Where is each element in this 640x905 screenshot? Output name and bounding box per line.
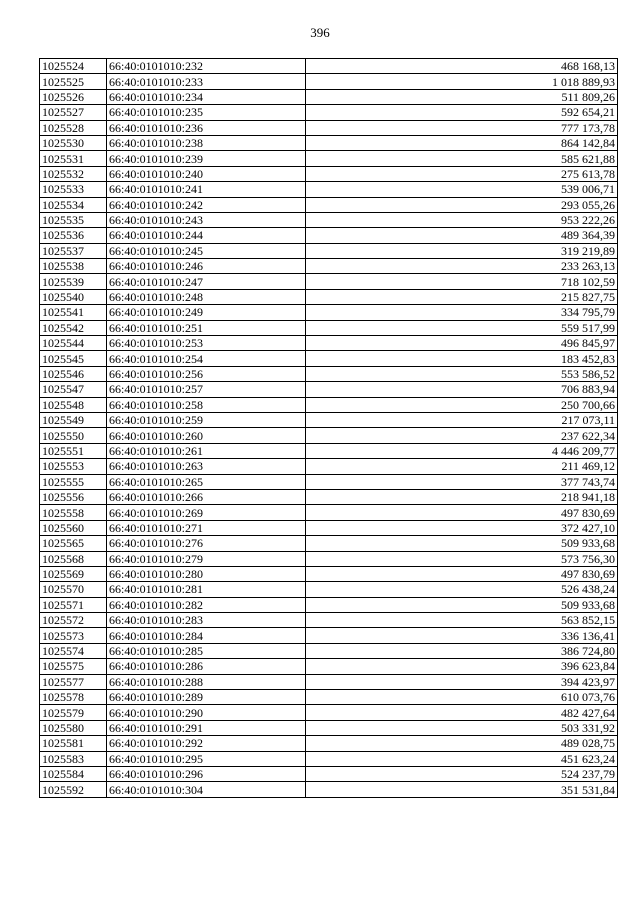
- row-id-cell: 1025528: [40, 120, 107, 135]
- cadastral-value-cell: 610 073,76: [306, 690, 618, 705]
- cadastral-value-cell: 563 852,15: [306, 613, 618, 628]
- table-row: [40, 505, 618, 520]
- table-row: [40, 551, 618, 566]
- table-row: [40, 228, 618, 243]
- cadastral-value-cell: 351 531,84: [306, 782, 618, 797]
- cadastral-value-cell: 497 830,69: [306, 566, 618, 581]
- table-row: [40, 366, 618, 381]
- row-id-cell: 1025565: [40, 536, 107, 551]
- cadastral-number-cell: 66:40:0101010:260: [107, 428, 306, 443]
- table-row: [40, 720, 618, 735]
- cadastral-value-cell: 183 452,83: [306, 351, 618, 366]
- cadastral-value-cell: 451 623,24: [306, 751, 618, 766]
- cadastral-number-cell: 66:40:0101010:283: [107, 613, 306, 628]
- cadastral-value-cell: 559 517,99: [306, 320, 618, 335]
- cadastral-value-cell: 953 222,26: [306, 212, 618, 227]
- cadastral-number-cell: 66:40:0101010:292: [107, 736, 306, 751]
- table-row: [40, 751, 618, 766]
- table-row: [40, 243, 618, 258]
- row-id-cell: 1025560: [40, 520, 107, 535]
- row-id-cell: 1025538: [40, 259, 107, 274]
- row-id-cell: 1025526: [40, 89, 107, 104]
- table-row: [40, 305, 618, 320]
- row-id-cell: 1025534: [40, 197, 107, 212]
- row-id-cell: 1025540: [40, 289, 107, 304]
- cadastral-number-cell: 66:40:0101010:289: [107, 690, 306, 705]
- cadastral-value-cell: 489 028,75: [306, 736, 618, 751]
- table-row: [40, 382, 618, 397]
- cadastral-number-cell: 66:40:0101010:256: [107, 366, 306, 381]
- cadastral-number-cell: 66:40:0101010:238: [107, 135, 306, 150]
- table-row: [40, 643, 618, 658]
- table-row: [40, 105, 618, 120]
- table-body: [40, 59, 618, 798]
- cadastral-number-cell: 66:40:0101010:254: [107, 351, 306, 366]
- cadastral-value-cell: 509 933,68: [306, 536, 618, 551]
- table-row: [40, 89, 618, 104]
- row-id-cell: 1025584: [40, 766, 107, 781]
- table-row: [40, 628, 618, 643]
- table-row: [40, 135, 618, 150]
- cadastral-value-cell: 509 933,68: [306, 597, 618, 612]
- row-id-cell: 1025545: [40, 351, 107, 366]
- cadastral-value-cell: 585 621,88: [306, 151, 618, 166]
- row-id-cell: 1025569: [40, 566, 107, 581]
- row-id-cell: 1025570: [40, 582, 107, 597]
- table-row: [40, 597, 618, 612]
- table-row: [40, 536, 618, 551]
- row-id-cell: 1025544: [40, 336, 107, 351]
- row-id-cell: 1025583: [40, 751, 107, 766]
- table-row: [40, 766, 618, 781]
- cadastral-value-cell: 718 102,59: [306, 274, 618, 289]
- cadastral-number-cell: 66:40:0101010:240: [107, 166, 306, 181]
- cadastral-number-cell: 66:40:0101010:286: [107, 659, 306, 674]
- row-id-cell: 1025539: [40, 274, 107, 289]
- cadastral-number-cell: 66:40:0101010:243: [107, 212, 306, 227]
- cadastral-number-cell: 66:40:0101010:266: [107, 489, 306, 504]
- table-row: [40, 151, 618, 166]
- cadastral-value-cell: 526 438,24: [306, 582, 618, 597]
- cadastral-number-cell: 66:40:0101010:280: [107, 566, 306, 581]
- table-row: [40, 74, 618, 89]
- cadastral-value-cell: 864 142,84: [306, 135, 618, 150]
- table-row: [40, 166, 618, 181]
- row-id-cell: 1025542: [40, 320, 107, 335]
- table-row: [40, 566, 618, 581]
- cadastral-value-cell: 293 055,26: [306, 197, 618, 212]
- row-id-cell: 1025573: [40, 628, 107, 643]
- row-id-cell: 1025551: [40, 443, 107, 458]
- cadastral-number-cell: 66:40:0101010:271: [107, 520, 306, 535]
- cadastral-number-cell: 66:40:0101010:261: [107, 443, 306, 458]
- cadastral-number-cell: 66:40:0101010:304: [107, 782, 306, 797]
- table-row: [40, 120, 618, 135]
- cadastral-number-cell: 66:40:0101010:247: [107, 274, 306, 289]
- cadastral-value-cell: 497 830,69: [306, 505, 618, 520]
- cadastral-value-cell: 233 263,13: [306, 259, 618, 274]
- cadastral-value-cell: 237 622,34: [306, 428, 618, 443]
- row-id-cell: 1025592: [40, 782, 107, 797]
- cadastral-number-cell: 66:40:0101010:269: [107, 505, 306, 520]
- cadastral-number-cell: 66:40:0101010:285: [107, 643, 306, 658]
- cadastral-number-cell: 66:40:0101010:290: [107, 705, 306, 720]
- table-row: [40, 197, 618, 212]
- cadastral-value-cell: 372 427,10: [306, 520, 618, 535]
- row-id-cell: 1025548: [40, 397, 107, 412]
- cadastral-number-cell: 66:40:0101010:249: [107, 305, 306, 320]
- cadastral-number-cell: 66:40:0101010:276: [107, 536, 306, 551]
- row-id-cell: 1025532: [40, 166, 107, 181]
- cadastral-number-cell: 66:40:0101010:279: [107, 551, 306, 566]
- cadastral-value-cell: 1 018 889,93: [306, 74, 618, 89]
- cadastral-value-cell: 511 809,26: [306, 89, 618, 104]
- row-id-cell: 1025527: [40, 105, 107, 120]
- cadastral-number-cell: 66:40:0101010:265: [107, 474, 306, 489]
- cadastral-value-cell: 553 586,52: [306, 366, 618, 381]
- row-id-cell: 1025568: [40, 551, 107, 566]
- cadastral-number-cell: 66:40:0101010:284: [107, 628, 306, 643]
- table-row: [40, 613, 618, 628]
- cadastral-value-cell: 503 331,92: [306, 720, 618, 735]
- row-id-cell: 1025578: [40, 690, 107, 705]
- row-id-cell: 1025572: [40, 613, 107, 628]
- cadastral-number-cell: 66:40:0101010:241: [107, 182, 306, 197]
- row-id-cell: 1025575: [40, 659, 107, 674]
- row-id-cell: 1025533: [40, 182, 107, 197]
- table-row: [40, 443, 618, 458]
- row-id-cell: 1025553: [40, 459, 107, 474]
- cadastral-value-cell: 215 827,75: [306, 289, 618, 304]
- table-row: [40, 736, 618, 751]
- table-row: [40, 459, 618, 474]
- row-id-cell: 1025549: [40, 412, 107, 427]
- cadastral-value-cell: 496 845,97: [306, 336, 618, 351]
- row-id-cell: 1025536: [40, 228, 107, 243]
- cadastral-value-cell: 482 427,64: [306, 705, 618, 720]
- row-id-cell: 1025571: [40, 597, 107, 612]
- table-row: [40, 289, 618, 304]
- table-row: [40, 259, 618, 274]
- table-row: [40, 520, 618, 535]
- cadastral-value-cell: 777 173,78: [306, 120, 618, 135]
- cadastral-number-cell: 66:40:0101010:234: [107, 89, 306, 104]
- table-row: [40, 336, 618, 351]
- cadastral-number-cell: 66:40:0101010:281: [107, 582, 306, 597]
- cadastral-value-cell: 573 756,30: [306, 551, 618, 566]
- row-id-cell: 1025541: [40, 305, 107, 320]
- cadastral-value-cell: 539 006,71: [306, 182, 618, 197]
- table-row: [40, 582, 618, 597]
- cadastral-value-cell: 706 883,94: [306, 382, 618, 397]
- table-row: [40, 397, 618, 412]
- table-row: [40, 489, 618, 504]
- cadastral-number-cell: 66:40:0101010:246: [107, 259, 306, 274]
- row-id-cell: 1025574: [40, 643, 107, 658]
- cadastral-number-cell: 66:40:0101010:233: [107, 74, 306, 89]
- cadastral-number-cell: 66:40:0101010:259: [107, 412, 306, 427]
- table-row: [40, 705, 618, 720]
- cadastral-value-cell: 218 941,18: [306, 489, 618, 504]
- cadastral-value-cell: 211 469,12: [306, 459, 618, 474]
- row-id-cell: 1025524: [40, 59, 107, 74]
- cadastral-number-cell: 66:40:0101010:242: [107, 197, 306, 212]
- cadastral-number-cell: 66:40:0101010:282: [107, 597, 306, 612]
- cadastral-value-cell: 394 423,97: [306, 674, 618, 689]
- table-row: [40, 474, 618, 489]
- cadastral-value-cell: 319 219,89: [306, 243, 618, 258]
- cadastral-number-cell: 66:40:0101010:244: [107, 228, 306, 243]
- table-row: [40, 351, 618, 366]
- cadastral-value-cell: 377 743,74: [306, 474, 618, 489]
- cadastral-value-table: [39, 58, 618, 798]
- row-id-cell: 1025581: [40, 736, 107, 751]
- row-id-cell: 1025547: [40, 382, 107, 397]
- row-id-cell: 1025558: [40, 505, 107, 520]
- row-id-cell: 1025530: [40, 135, 107, 150]
- table-row: [40, 274, 618, 289]
- table-row: [40, 212, 618, 227]
- cadastral-value-cell: 396 623,84: [306, 659, 618, 674]
- table-row: [40, 782, 618, 797]
- table-row: [40, 674, 618, 689]
- cadastral-value-cell: 468 168,13: [306, 59, 618, 74]
- row-id-cell: 1025579: [40, 705, 107, 720]
- row-id-cell: 1025556: [40, 489, 107, 504]
- table-row: [40, 428, 618, 443]
- table-row: [40, 182, 618, 197]
- row-id-cell: 1025555: [40, 474, 107, 489]
- cadastral-value-cell: 4 446 209,77: [306, 443, 618, 458]
- row-id-cell: 1025531: [40, 151, 107, 166]
- cadastral-number-cell: 66:40:0101010:239: [107, 151, 306, 166]
- row-id-cell: 1025535: [40, 212, 107, 227]
- cadastral-number-cell: 66:40:0101010:291: [107, 720, 306, 735]
- cadastral-number-cell: 66:40:0101010:263: [107, 459, 306, 474]
- cadastral-number-cell: 66:40:0101010:236: [107, 120, 306, 135]
- row-id-cell: 1025550: [40, 428, 107, 443]
- page-number: 396: [310, 25, 330, 40]
- row-id-cell: 1025580: [40, 720, 107, 735]
- row-id-cell: 1025546: [40, 366, 107, 381]
- cadastral-value-cell: 336 136,41: [306, 628, 618, 643]
- cadastral-value-cell: 275 613,78: [306, 166, 618, 181]
- row-id-cell: 1025525: [40, 74, 107, 89]
- table-row: [40, 59, 618, 74]
- cadastral-number-cell: 66:40:0101010:251: [107, 320, 306, 335]
- cadastral-number-cell: 66:40:0101010:258: [107, 397, 306, 412]
- cadastral-value-cell: 217 073,11: [306, 412, 618, 427]
- cadastral-value-cell: 250 700,66: [306, 397, 618, 412]
- table-row: [40, 690, 618, 705]
- cadastral-number-cell: 66:40:0101010:288: [107, 674, 306, 689]
- row-id-cell: 1025537: [40, 243, 107, 258]
- cadastral-number-cell: 66:40:0101010:295: [107, 751, 306, 766]
- table-row: [40, 659, 618, 674]
- cadastral-number-cell: 66:40:0101010:245: [107, 243, 306, 258]
- cadastral-value-cell: 592 654,21: [306, 105, 618, 120]
- table-row: [40, 412, 618, 427]
- row-id-cell: 1025577: [40, 674, 107, 689]
- cadastral-number-cell: 66:40:0101010:235: [107, 105, 306, 120]
- cadastral-value-cell: 386 724,80: [306, 643, 618, 658]
- cadastral-value-cell: 489 364,39: [306, 228, 618, 243]
- cadastral-value-cell: 334 795,79: [306, 305, 618, 320]
- cadastral-number-cell: 66:40:0101010:253: [107, 336, 306, 351]
- cadastral-number-cell: 66:40:0101010:296: [107, 766, 306, 781]
- cadastral-number-cell: 66:40:0101010:232: [107, 59, 306, 74]
- cadastral-value-cell: 524 237,79: [306, 766, 618, 781]
- cadastral-number-cell: 66:40:0101010:248: [107, 289, 306, 304]
- cadastral-number-cell: 66:40:0101010:257: [107, 382, 306, 397]
- table-row: [40, 320, 618, 335]
